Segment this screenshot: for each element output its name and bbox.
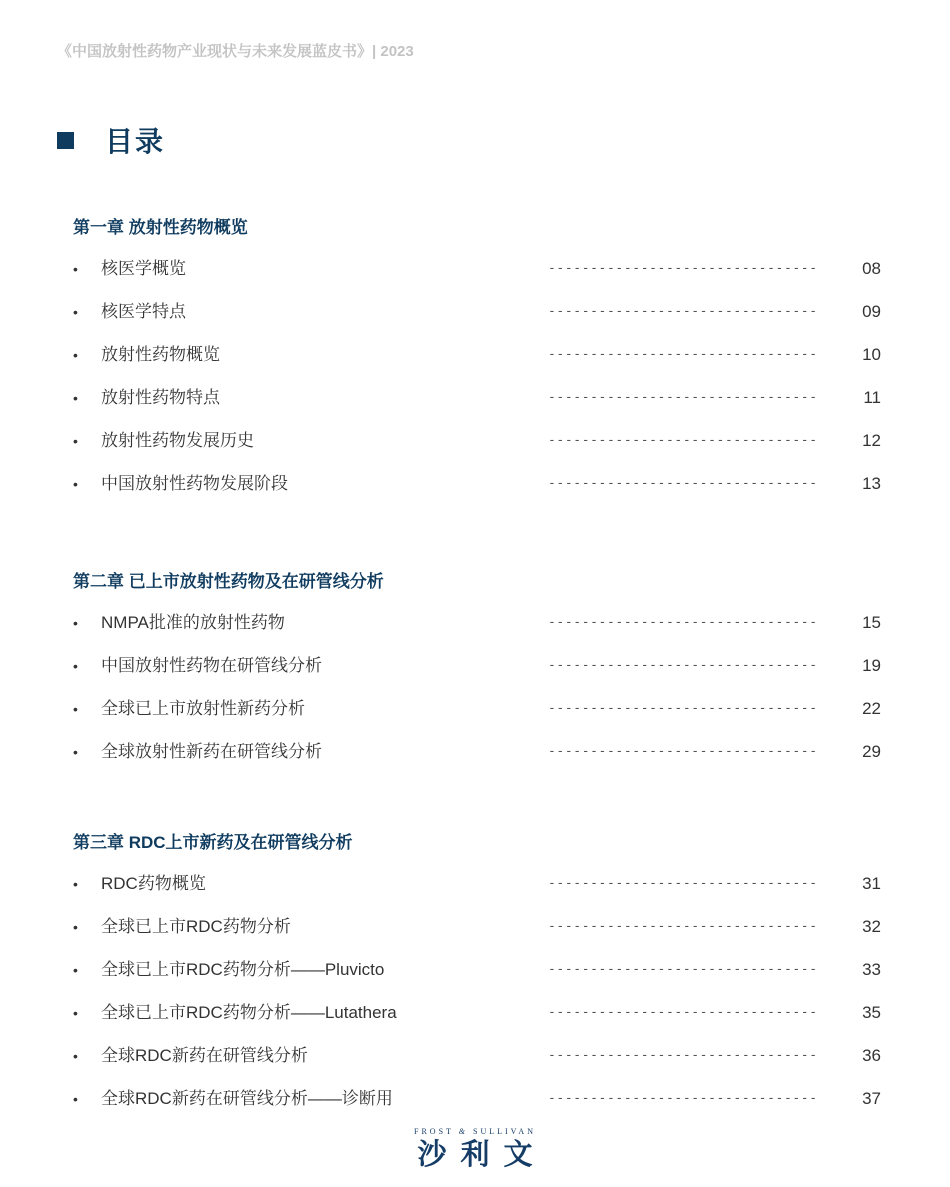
chapter-title: 第一章 放射性药物概览 bbox=[73, 218, 248, 237]
dotted-leader: -------------------------------- bbox=[548, 390, 818, 405]
bullet-icon: • bbox=[73, 962, 78, 978]
bullet-icon: • bbox=[73, 615, 78, 631]
entry-label: 全球放射性新药在研管线分析 bbox=[101, 742, 322, 761]
entry-label: 核医学特点 bbox=[101, 302, 186, 321]
bullet-icon: • bbox=[73, 658, 78, 674]
entry-label: 中国放射性药物发展阶段 bbox=[101, 474, 288, 493]
page-number: 32 bbox=[862, 917, 881, 936]
page-number: 19 bbox=[862, 656, 881, 675]
entry-label: 放射性药物特点 bbox=[101, 388, 220, 407]
logo-chinese-wordmark: 沙利文 bbox=[417, 1139, 547, 1171]
toc-entry[interactable] bbox=[73, 386, 893, 429]
bullet-icon: • bbox=[73, 347, 78, 363]
bullet-icon: • bbox=[73, 701, 78, 717]
dotted-leader: -------------------------------- bbox=[548, 261, 818, 276]
bullet-icon: • bbox=[73, 919, 78, 935]
bullet-icon: • bbox=[73, 476, 78, 492]
toc-entry[interactable] bbox=[73, 343, 893, 386]
toc-entry[interactable] bbox=[73, 872, 893, 915]
dotted-leader: -------------------------------- bbox=[548, 304, 818, 319]
entry-label: 全球已上市RDC药物分析——Pluvicto bbox=[101, 960, 385, 979]
bullet-icon: • bbox=[73, 390, 78, 406]
toc-entry[interactable] bbox=[73, 1001, 893, 1044]
dotted-leader: -------------------------------- bbox=[548, 433, 818, 448]
toc-entry[interactable] bbox=[73, 740, 893, 783]
entry-label: 全球RDC新药在研管线分析——诊断用 bbox=[101, 1089, 393, 1108]
toc-entry[interactable] bbox=[73, 429, 893, 472]
page-number: 35 bbox=[862, 1003, 881, 1022]
page-number: 09 bbox=[862, 302, 881, 321]
dotted-leader: -------------------------------- bbox=[548, 701, 818, 716]
toc-entry[interactable] bbox=[73, 1087, 893, 1130]
bullet-icon: • bbox=[73, 744, 78, 760]
chapter-2 bbox=[73, 570, 893, 783]
toc-entry[interactable] bbox=[73, 697, 893, 740]
chapter-title: 第三章 RDC上市新药及在研管线分析 bbox=[73, 833, 353, 852]
toc-entry[interactable] bbox=[73, 300, 893, 343]
page-number: 29 bbox=[862, 742, 881, 761]
page-number: 13 bbox=[862, 474, 881, 493]
bullet-icon: • bbox=[73, 1048, 78, 1064]
toc-title: 目录 bbox=[105, 126, 166, 157]
page-number: 15 bbox=[862, 613, 881, 632]
page-number: 12 bbox=[862, 431, 881, 450]
square-marker-icon bbox=[57, 132, 74, 149]
entry-label: RDC药物概览 bbox=[101, 874, 206, 893]
dotted-leader: -------------------------------- bbox=[548, 919, 818, 934]
page-number: 33 bbox=[862, 960, 881, 979]
dotted-leader: -------------------------------- bbox=[548, 476, 818, 491]
page-number: 31 bbox=[862, 874, 881, 893]
page-number: 36 bbox=[862, 1046, 881, 1065]
dotted-leader: -------------------------------- bbox=[548, 347, 818, 362]
running-header: 《中国放射性药物产业现状与未来发展蓝皮书》| 2023 bbox=[57, 43, 414, 60]
toc-entry[interactable] bbox=[73, 1044, 893, 1087]
entry-label: 放射性药物概览 bbox=[101, 345, 220, 364]
entry-label: 全球已上市RDC药物分析 bbox=[101, 917, 291, 936]
frost-sullivan-logo bbox=[400, 1127, 550, 1173]
logo-english-wordmark: FROST & SULLIVAN bbox=[414, 1127, 536, 1136]
entry-label: NMPA批准的放射性药物 bbox=[101, 613, 285, 632]
dotted-leader: -------------------------------- bbox=[548, 658, 818, 673]
bullet-icon: • bbox=[73, 1005, 78, 1021]
dotted-leader: -------------------------------- bbox=[548, 744, 818, 759]
bullet-icon: • bbox=[73, 433, 78, 449]
dotted-leader: -------------------------------- bbox=[548, 1005, 818, 1020]
toc-entry[interactable] bbox=[73, 611, 893, 654]
entry-label: 放射性药物发展历史 bbox=[101, 431, 254, 450]
toc-entry[interactable] bbox=[73, 472, 893, 515]
page-number: 22 bbox=[862, 699, 881, 718]
entry-label: 核医学概览 bbox=[101, 259, 186, 278]
entry-label: 中国放射性药物在研管线分析 bbox=[101, 656, 322, 675]
chapter-1 bbox=[73, 216, 893, 515]
chapter-3 bbox=[73, 831, 893, 1130]
bullet-icon: • bbox=[73, 304, 78, 320]
entry-label: 全球已上市放射性新药分析 bbox=[101, 699, 305, 718]
page-number: 37 bbox=[862, 1089, 881, 1108]
entry-label: 全球已上市RDC药物分析——Lutathera bbox=[101, 1003, 397, 1022]
toc-entry[interactable] bbox=[73, 654, 893, 697]
bullet-icon: • bbox=[73, 261, 78, 277]
dotted-leader: -------------------------------- bbox=[548, 615, 818, 630]
dotted-leader: -------------------------------- bbox=[548, 876, 818, 891]
bullet-icon: • bbox=[73, 1091, 78, 1107]
page-number: 10 bbox=[862, 345, 881, 364]
chapter-title: 第二章 已上市放射性药物及在研管线分析 bbox=[73, 572, 384, 591]
page-number: 11 bbox=[863, 388, 881, 407]
bullet-icon: • bbox=[73, 876, 78, 892]
dotted-leader: -------------------------------- bbox=[548, 962, 818, 977]
toc-entry[interactable] bbox=[73, 958, 893, 1001]
toc-entry[interactable] bbox=[73, 915, 893, 958]
toc-heading bbox=[57, 120, 165, 160]
toc-entry[interactable] bbox=[73, 257, 893, 300]
page-number: 08 bbox=[862, 259, 881, 278]
dotted-leader: -------------------------------- bbox=[548, 1091, 818, 1106]
dotted-leader: -------------------------------- bbox=[548, 1048, 818, 1063]
entry-label: 全球RDC新药在研管线分析 bbox=[101, 1046, 308, 1065]
